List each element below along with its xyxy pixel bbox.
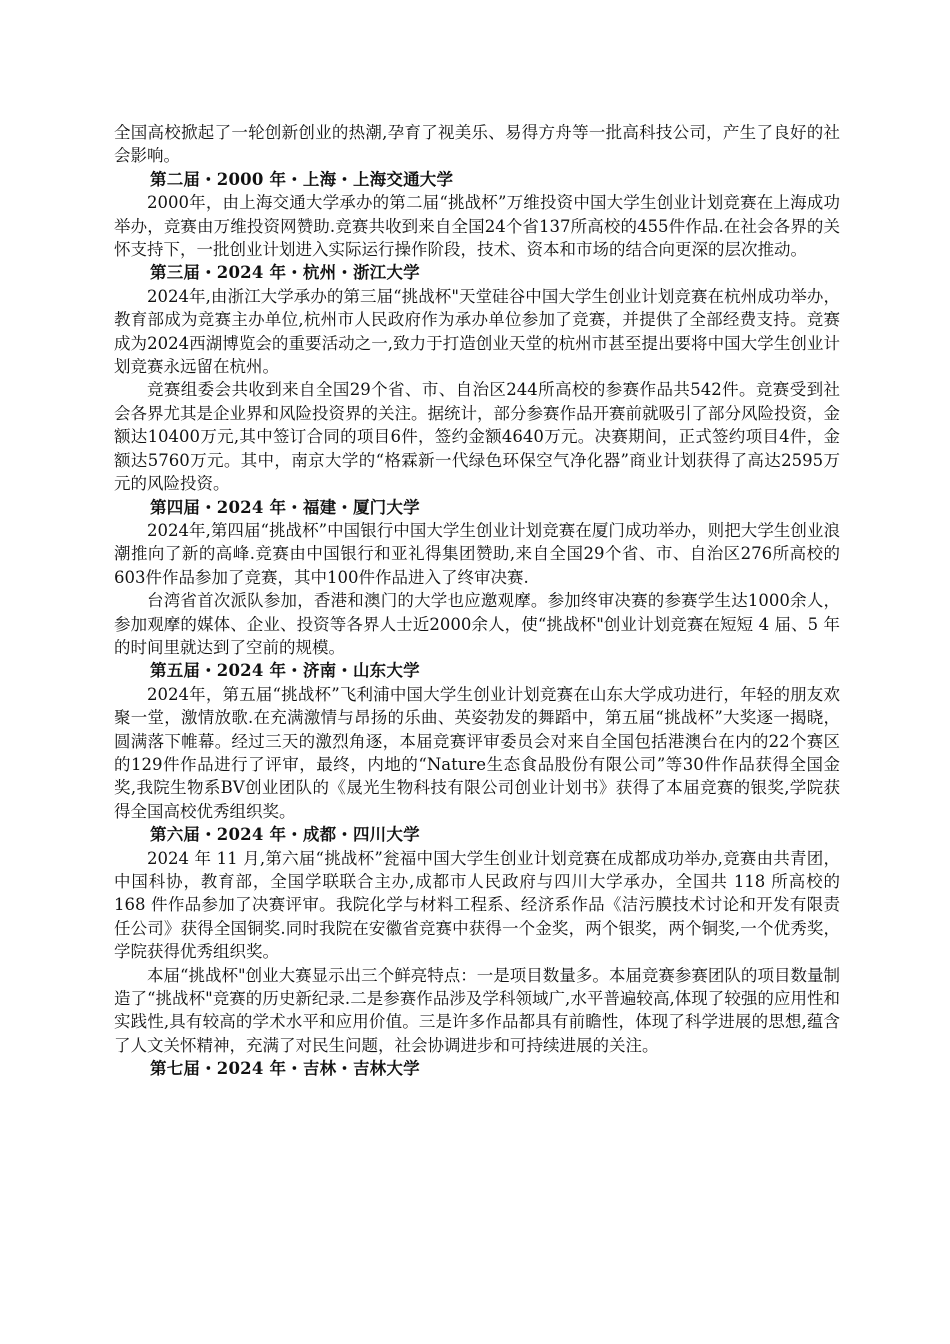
- section-heading-fifth: 第五届・2024 年・济南・山东大学: [150, 661, 420, 681]
- paragraph-fourth-edition-scale: 台湾省首次派队参加，香港和澳门的大学也应邀观摩。参加终审决赛的参赛学生达1000余人，参加观摩的媒体、企业、投资等各界人士近2000余人，使“挑战杯"创业计划竞赛在短短 4 届、5 年的时间里就达到了空前的规模。: [114, 591, 840, 657]
- paragraph-third-edition-stats: 竞赛组委会共收到来自全国29个省、市、自治区244所高校的参赛作品共542件。竞赛受到社会各界尤其是企业界和风险投资界的关注。据统计，部分参赛作品开赛前就吸引了部分风险投资，金额达10400万元,其中签订合同的项目6件，签约金额4640万元。决赛期间，正式签约项目4件，金额达5760万元。其中，南京大学的“格霖新一代绿色环保空气净化器”商业计划获得了高达2595万元的风险投资。: [114, 380, 840, 494]
- section-heading-sixth: 第六届・2024 年・成都・四川大学: [150, 825, 420, 845]
- section-heading-fourth: 第四届・2024 年・福建・厦门大学: [150, 497, 420, 517]
- paragraph-intro-continued: 全国高校掀起了一轮创新创业的热潮,孕育了视美乐、易得方舟等一批高科技公司，产生了良好的社会影响。: [114, 123, 840, 166]
- document-page: [114, 121, 840, 1081]
- paragraph-third-edition: 2024年,由浙江大学承办的第三届“挑战杯"天堂硅谷中国大学生创业计划竞赛在杭州成功举办，教育部成为竞赛主办单位,杭州市人民政府作为承办单位参加了竞赛，并提供了全部经费支持。竞赛成为2024西湖博览会的重要活动之一,致力于打造创业天堂的杭州市甚至提出要将中国大学生创业计划竞赛永远留在杭州。: [114, 286, 840, 377]
- paragraph-second-edition: 2000年，由上海交通大学承办的第二届“挑战杯”万维投资中国大学生创业计划竞赛在上海成功举办，竞赛由万维投资网赞助.竞赛共收到来自全国24个省137所高校的455件作品.在社会各界的关怀支持下，一批创业计划进入实际运行操作阶段，技术、资本和市场的结合向更深的层次推动。: [114, 193, 840, 260]
- paragraph-sixth-edition-features: 本届“挑战杯"创业大赛显示出三个鲜亮特点：一是项目数量多。本届竞赛参赛团队的项目数量制造了“挑战杯"竞赛的历史新纪录.二是参赛作品涉及学科领域广,水平普遍较高,体现了较强的应用性和实践性,具有较高的学术水平和应用价值。三是许多作品都具有前瞻性，体现了科学进展的思想,蕴含了人文关怀精神，充满了对民生问题，社会协调进步和可持续进展的关注。: [114, 965, 840, 1055]
- section-heading-second: 第二届・2000 年・上海・上海交通大学: [150, 169, 454, 189]
- paragraph-fifth-edition: 2024年，第五届“挑战杯”飞利浦中国大学生创业计划竞赛在山东大学成功进行，年轻的朋友欢聚一堂，激情放歌.在充满激情与昂扬的乐曲、英姿勃发的舞蹈中，第五届“挑战杯”大奖逐一揭晓，圆满落下帷幕。经过三天的激烈角逐，本届竞赛评审委员会对来自全国包括港澳台在内的22个赛区的129件作品进行了评审，最终，内地的“Nature生态食品股份有限公司”等30件作品获得全国金奖,我院生物系BV创业团队的《晟光生物科技有限公司创业计划书》获得了本届竞赛的银奖,学院获得全国高校优秀组织奖。: [114, 684, 840, 821]
- section-heading-third: 第三届・2024 年・杭州・浙江大学: [150, 263, 420, 283]
- section-heading-seventh: 第七届・2024 年・吉林・吉林大学: [150, 1059, 420, 1079]
- paragraph-fourth-edition: 2024年,第四届“挑战杯”中国银行中国大学生创业计划竞赛在厦门成功举办，则把大学生创业浪潮推向了新的高峰.竞赛由中国银行和亚礼得集团赞助,来自全国29个省、市、自治区276所高校的603件作品参加了竞赛，其中100件作品进入了终审决赛.: [114, 520, 840, 587]
- paragraph-sixth-edition: 2024 年 11 月,第六届“挑战杯”瓮福中国大学生创业计划竞赛在成都成功举办,竞赛由共青团，中国科协，教育部，全国学联联合主办,成都市人民政府与四川大学承办，全国共 118 所高校的 168 件作品参加了决赛评审。我院化学与材料工程系、经济系作品《洁污膜技术讨论和开发有限责任公司》获得全国铜奖.同时我院在安徽省竞赛中获得一个金奖，两个银奖，两个铜奖,一个优秀奖，学院获得优秀组织奖。: [114, 848, 840, 962]
